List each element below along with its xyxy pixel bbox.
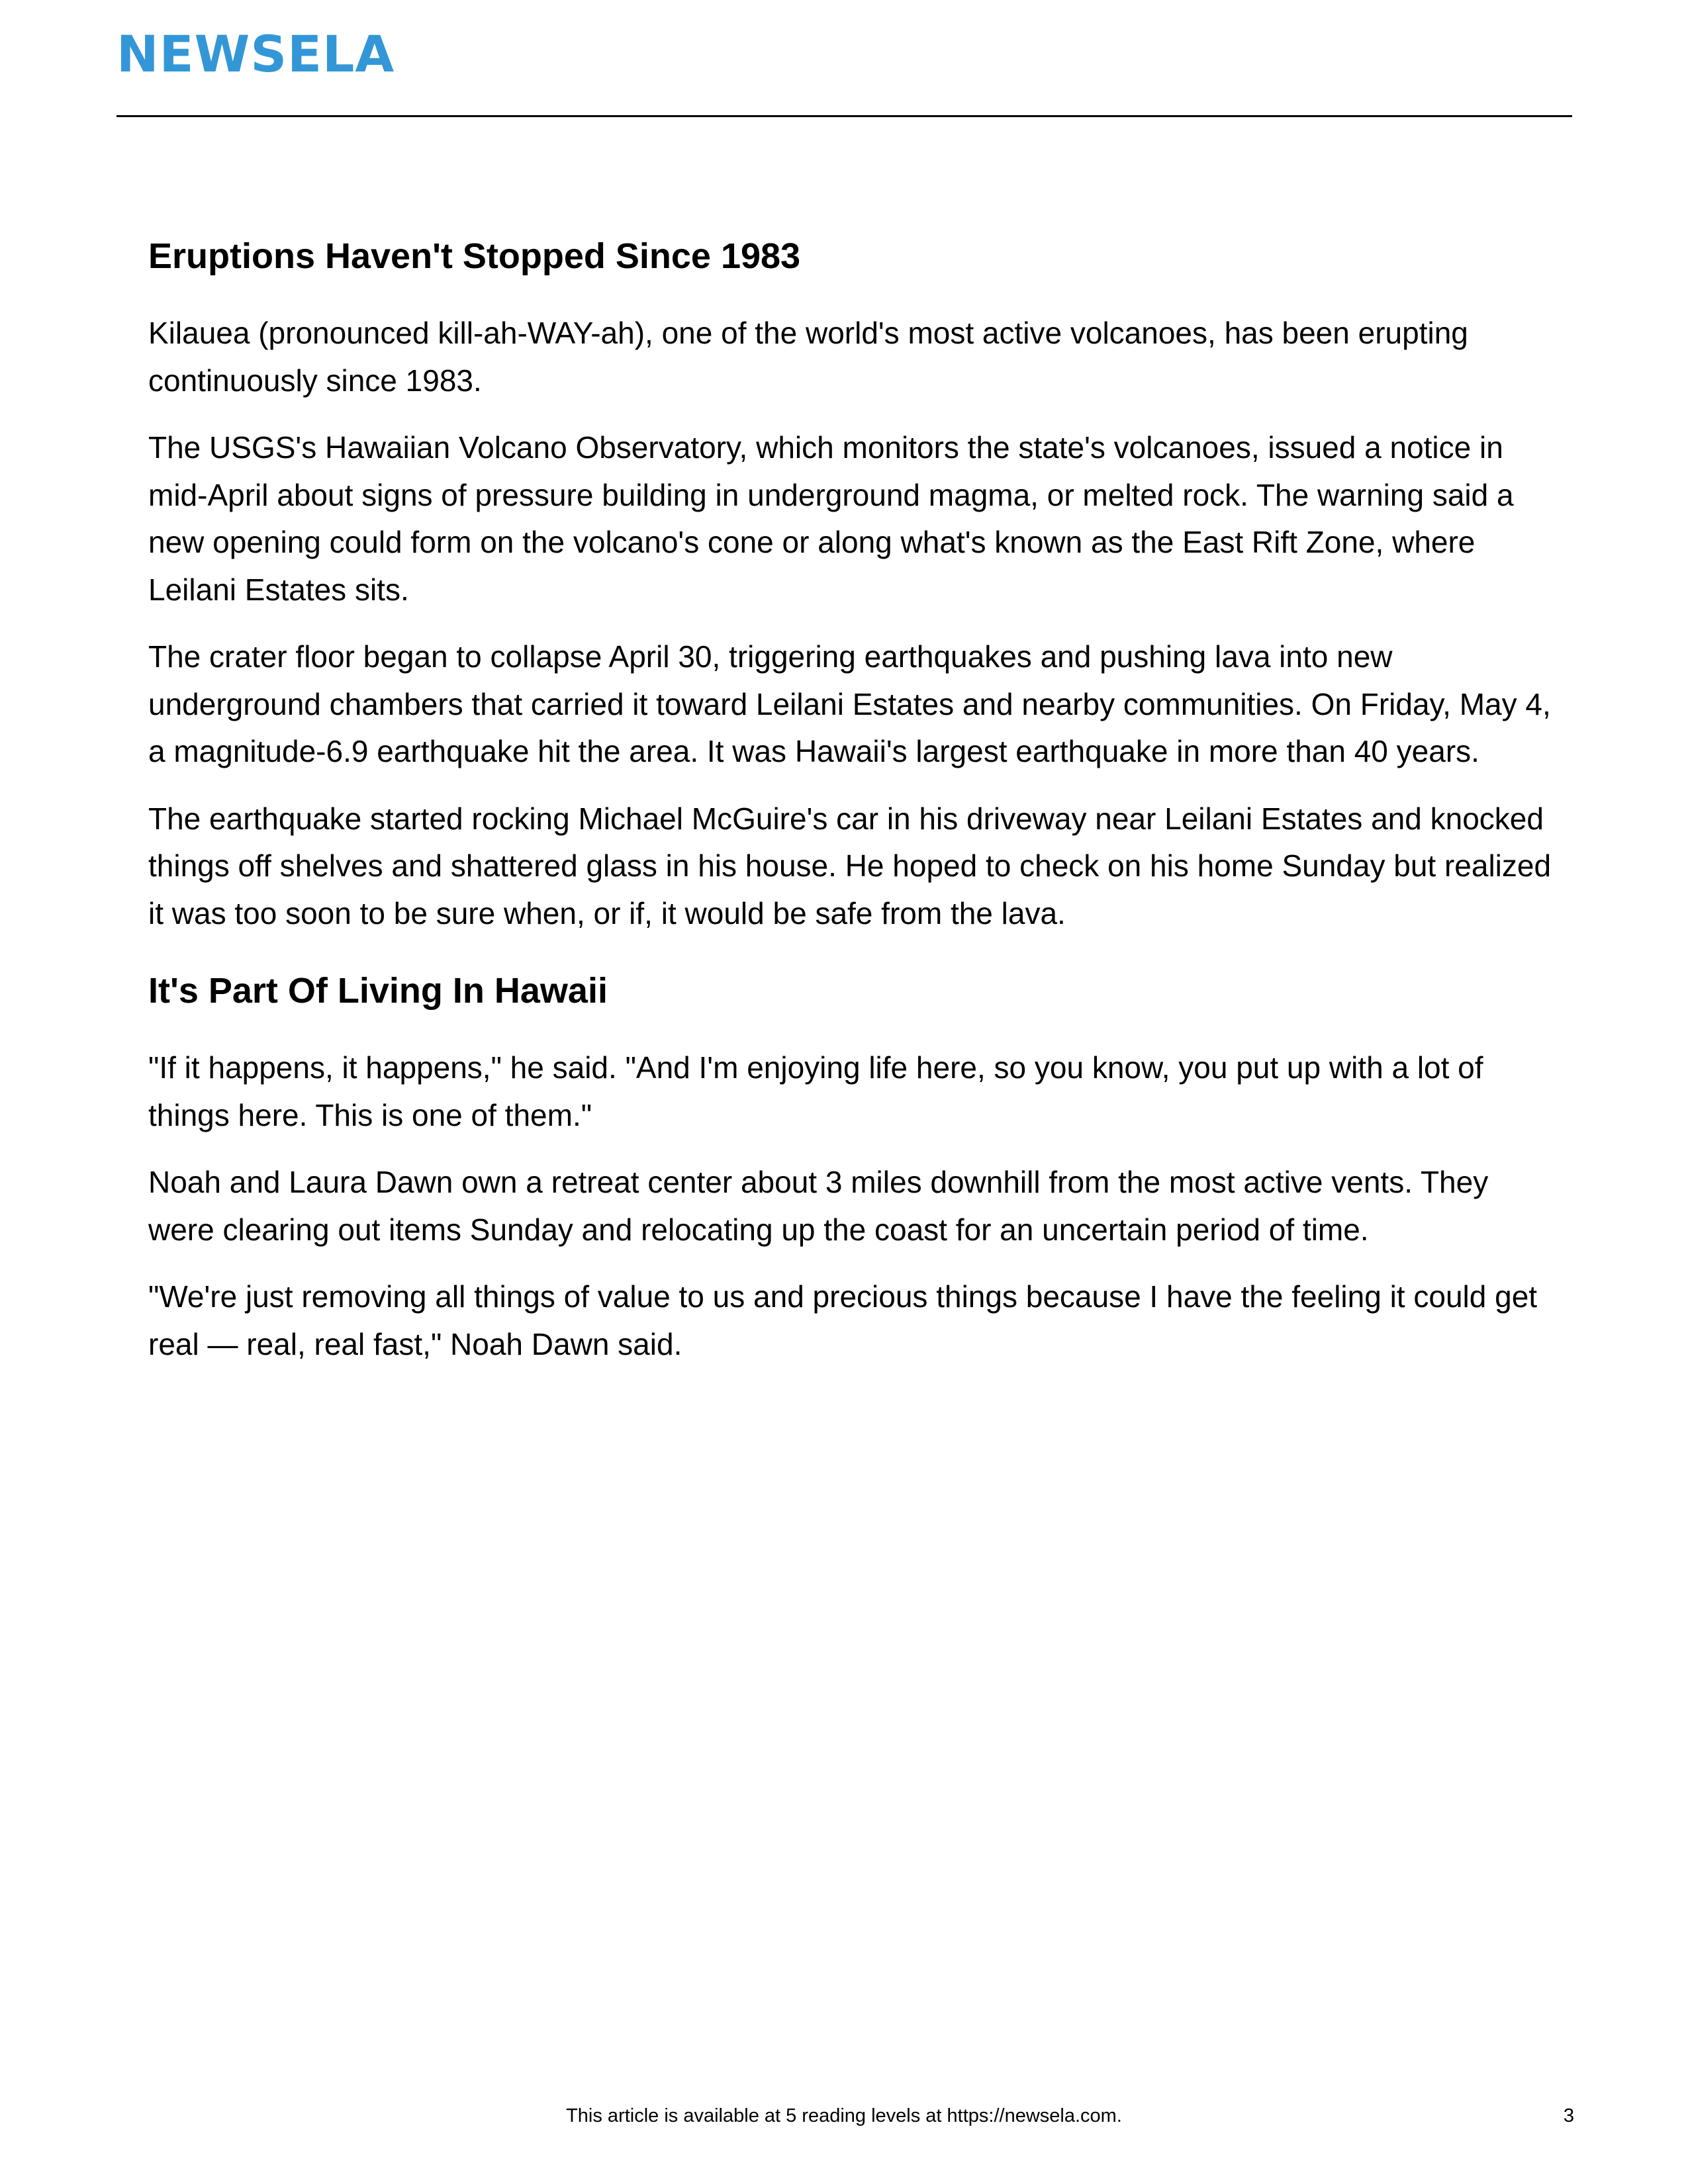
paragraph: "We're just removing all things of value to us and precious things because I have the feeling it could get real — real, real fast," Noah Dawn said. [148,1279,1538,1361]
paragraph: The USGS's Hawaiian Volcano Observatory, which monitors the state's volcanoes, issued a notice in mid-April about signs of pressure building in underground magma, or melted rock. The warning said a new opening could form on the volcano's cone or along what's known as the East Rift Zone, where Leilani Estates sits. [148,430,1514,607]
article-body [148,226,1552,1368]
paragraph: Noah and Laura Dawn own a retreat center about 3 miles downhill from the most active vents. They were clearing out items Sunday and relocating up the coast for an uncertain period of time. [148,1165,1489,1247]
section-heading-living-in-hawaii: It's Part Of Living In Hawaii [148,971,608,1011]
paragraph: The crater floor began to collapse April 30, triggering earthquakes and pushing lava into new underground chambers that carried it toward Leilani Estates and nearby communities. On Friday, May 4, a magnitude-6.9 earthquake hit the area. It was Hawaii's largest earthquake in more than 40 years. [148,639,1551,768]
paragraph: Kilauea (pronounced kill-ah-WAY-ah), one of the world's most active volcanoes, has been erupting continuously since 1983. [148,316,1468,398]
newsela-logo: NEWSELA [117,24,395,83]
section-heading-eruptions: Eruptions Haven't Stopped Since 1983 [148,236,801,276]
header-divider [117,115,1572,117]
paragraph: "If it happens, it happens," he said. "And I'm enjoying life here, so you know, you put up with a lot of things here. This is one of them." [148,1050,1483,1132]
page-number: 3 [1563,2105,1574,2126]
paragraph: The earthquake started rocking Michael McGuire's car in his driveway near Leilani Estates and knocked things off shelves and shattered glass in his house. He hoped to check on his home Sunday but realized it was too soon to be sure when, or if, it would be safe from the lava. [148,801,1552,931]
footer-note: This article is available at 5 reading levels at https://newsela.com. [566,2105,1122,2126]
